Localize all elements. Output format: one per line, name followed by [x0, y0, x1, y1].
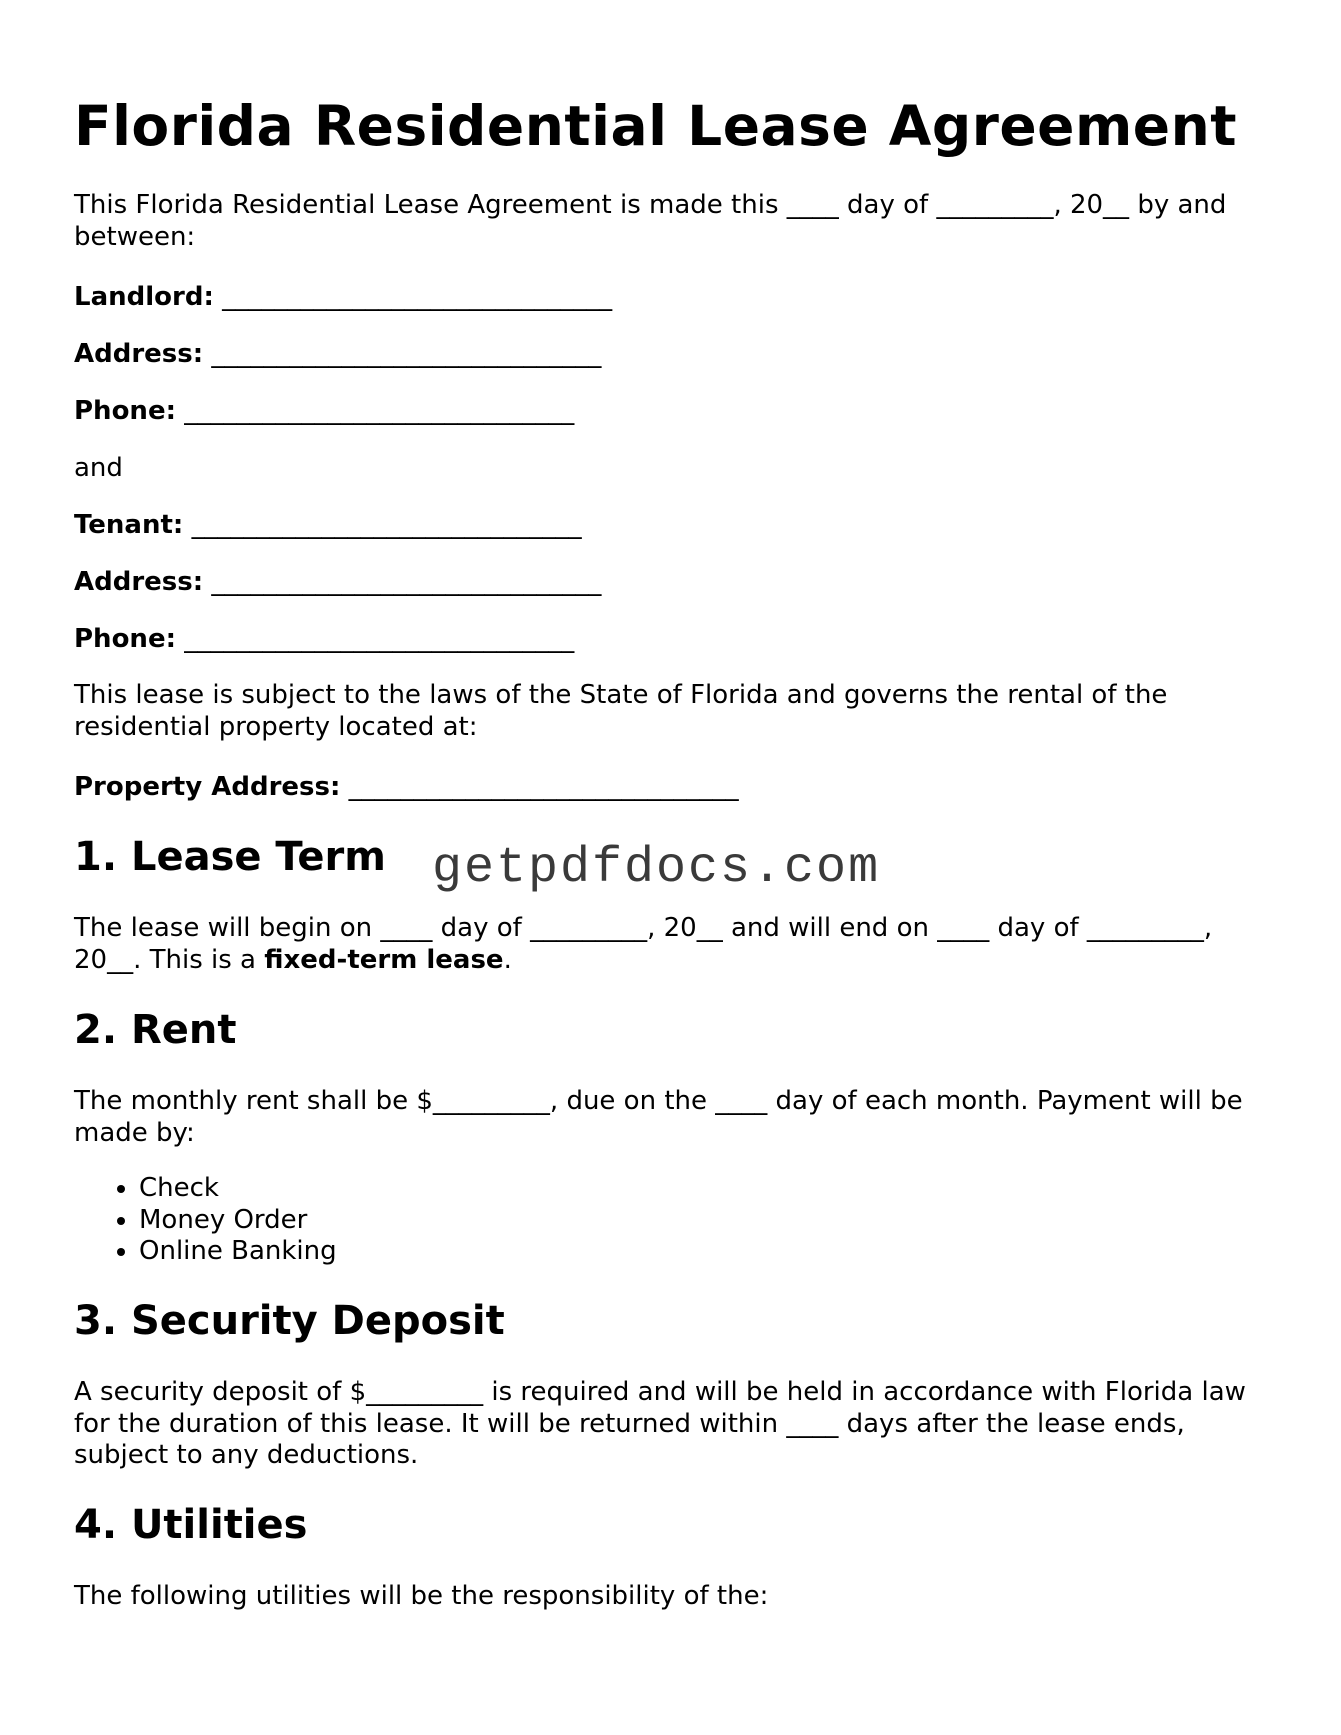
- landlord-name-field: [74, 281, 612, 313]
- lease-term-text-end: .: [503, 944, 512, 975]
- and-text: and: [74, 453, 123, 483]
- subject-paragraph: This lease is subject to the laws of the State of Florida and governs the rental of the residential property located at:: [74, 680, 1168, 742]
- section-heading-rent: 2. Rent: [74, 1007, 237, 1053]
- tenant-name-field: [74, 509, 582, 541]
- landlord-phone-blank: ______________________________: [184, 396, 575, 426]
- utilities-paragraph: The following utilities will be the responsibility of the:: [74, 1581, 769, 1611]
- list-item: • Online Banking: [139, 1236, 337, 1268]
- security-deposit-paragraph: A security deposit of $_________ is required and will be held in accordance with Florida law for the duration of this lease. It will be returned within ____ days after the lease ends, subject to any deductions.: [74, 1377, 1246, 1470]
- tenant-phone-blank: ______________________________: [184, 624, 575, 654]
- tenant-address-label: Address:: [74, 567, 204, 597]
- tenant-address-field: [74, 566, 601, 598]
- watermark-text: getpdfdocs.com: [432, 840, 881, 897]
- section-heading-lease-term: 1. Lease Term: [74, 834, 386, 880]
- landlord-phone-field: [74, 395, 574, 427]
- tenant-name-label: Tenant:: [74, 510, 184, 540]
- lease-term-text: The lease will begin on ____ day of _________, 20__ and will end on ____ day of _________, 20__. This is a: [74, 913, 1213, 975]
- lease-term-paragraph: [74, 913, 1274, 976]
- landlord-address-field: [74, 338, 601, 370]
- section-heading-security-deposit: 3. Security Deposit: [74, 1298, 505, 1344]
- tenant-phone-field: [74, 623, 574, 655]
- landlord-phone-label: Phone:: [74, 396, 176, 426]
- tenant-address-blank: ______________________________: [211, 567, 602, 597]
- landlord-name-blank: ______________________________: [222, 282, 613, 312]
- landlord-address-label: Address:: [74, 339, 204, 369]
- tenant-phone-label: Phone:: [74, 624, 176, 654]
- intro-paragraph: This Florida Residential Lease Agreement is made this ____ day of _________, 20__ by and between:: [74, 190, 1227, 252]
- property-address-field: [74, 771, 739, 803]
- landlord-name-label: Landlord:: [74, 282, 214, 312]
- payment-methods-list: [74, 1173, 337, 1268]
- section-heading-utilities: 4. Utilities: [74, 1502, 308, 1548]
- lease-term-bold-text: fixed-term lease: [264, 944, 504, 975]
- list-item: • Check: [139, 1173, 337, 1205]
- property-address-label: Property Address:: [74, 772, 341, 802]
- rent-paragraph: The monthly rent shall be $_________, due on the ____ day of each month. Payment will be made by:: [74, 1086, 1243, 1148]
- list-item: • Money Order: [139, 1205, 337, 1237]
- document-title: Florida Residential Lease Agreement: [74, 94, 1238, 158]
- tenant-name-blank: ______________________________: [191, 510, 582, 540]
- property-address-blank: ______________________________: [348, 772, 739, 802]
- landlord-address-blank: ______________________________: [211, 339, 602, 369]
